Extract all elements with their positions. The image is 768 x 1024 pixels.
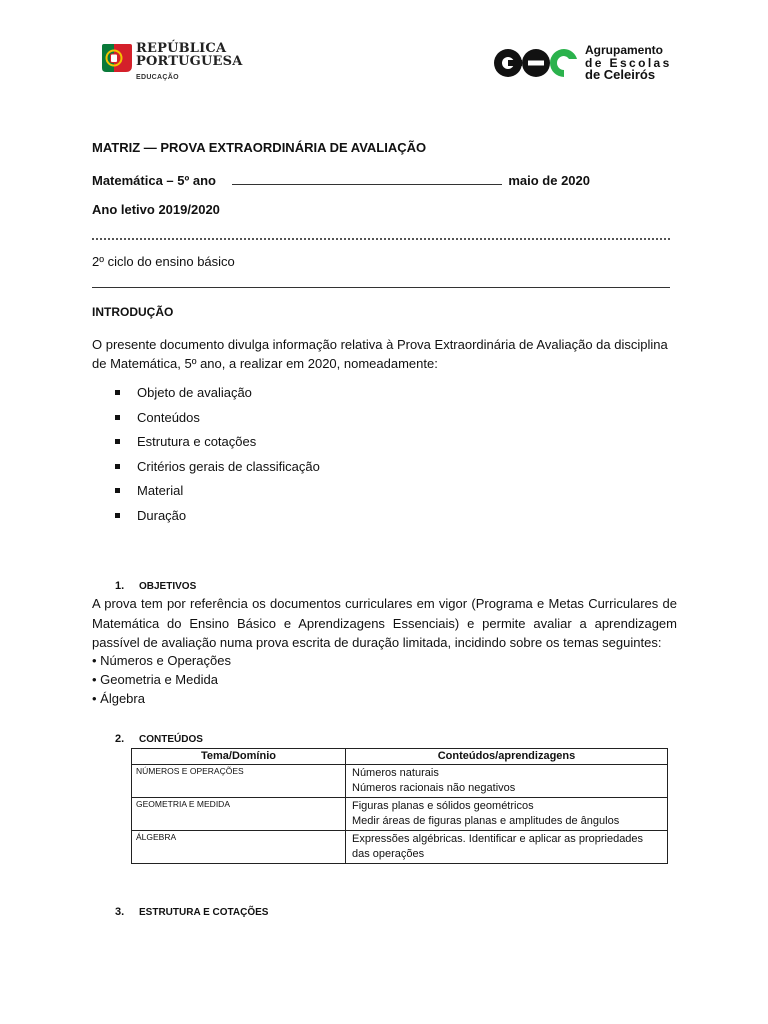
list-item — [115, 458, 320, 483]
dotted-divider — [92, 230, 670, 240]
table-row — [132, 798, 668, 831]
school-year: Ano letivo 2019/2020 — [92, 202, 220, 217]
intro-list — [115, 384, 320, 532]
logo-text — [136, 42, 243, 68]
exam-date: maio de 2020 — [508, 173, 590, 188]
section-heading-estrutura — [115, 906, 268, 918]
table-row — [132, 831, 668, 864]
bullet-square-icon — [115, 415, 120, 420]
list-item-text: Duração — [137, 507, 187, 523]
aec-line-2: de Escolas — [585, 55, 672, 70]
themes-list — [92, 651, 231, 708]
section-title: CONTEÚDOS — [139, 734, 203, 745]
logo-line-1: REPÚBLICA — [136, 41, 227, 56]
table-header: Tema/Domínio — [132, 749, 346, 765]
table-cell-theme: ÁLGEBRA — [132, 831, 346, 864]
agrupamento-logo — [493, 42, 683, 86]
objectives-paragraph: A prova tem por referência os documentos curriculares em vigor (Programa e Metas Curriculares de Matemática do Ensino Básico e Aprendizagens Essenciais) e permite avaliar a aprendizagem passível de avaliação numa prova escrita de duração limitada, incidindo sobre os temas seguintes: — [92, 596, 677, 650]
section-number: 2. — [115, 733, 125, 745]
table-cell-contents — [346, 831, 668, 864]
portugal-emblem-icon — [100, 42, 134, 74]
document-title: MATRIZ — PROVA EXTRAORDINÁRIA DE AVALIAÇÃO — [92, 140, 427, 155]
table-header: Conteúdos/aprendizagens — [346, 749, 668, 765]
aec-line-1: Agrupamento — [585, 43, 663, 57]
list-item — [115, 482, 320, 507]
solid-divider — [92, 287, 670, 288]
theme-item: • Álgebra — [92, 691, 145, 706]
table-header-row — [132, 749, 668, 765]
bullet-square-icon — [115, 488, 120, 493]
content-line: Expressões algébricas. Identificar e aplicar as propriedades das operações — [352, 833, 644, 860]
theme-item: • Geometria e Medida — [92, 672, 218, 687]
aec-line-3: de Celeirós — [585, 67, 656, 82]
content-line: Números racionais não negativos — [352, 782, 516, 794]
table-row — [132, 765, 668, 798]
table-cell-contents — [346, 798, 668, 831]
table-cell-theme: GEOMETRIA E MEDIDA — [132, 798, 346, 831]
contents-table — [131, 748, 668, 864]
list-item-text: Objeto de avaliação — [137, 385, 252, 400]
table-cell-contents — [346, 765, 668, 798]
logo-line-2: PORTUGUESA — [136, 54, 243, 69]
theme-item: • Números e Operações — [92, 653, 231, 668]
section-title: ESTRUTURA E COTAÇÕES — [139, 907, 269, 918]
list-item — [115, 384, 320, 409]
content-line: Medir áreas de figuras planas e amplitudes de ângulos — [352, 815, 620, 827]
bullet-square-icon — [115, 464, 120, 469]
section-heading-objetivos — [115, 580, 196, 592]
content-line: Figuras planas e sólidos geométricos — [352, 800, 534, 812]
list-item-text: Critérios gerais de classificação — [137, 458, 320, 474]
list-item — [115, 433, 320, 458]
aec-text — [585, 44, 672, 82]
intro-heading: INTRODUÇÃO — [92, 305, 174, 319]
subject-underline — [232, 184, 502, 185]
list-item-text: Estrutura e cotações — [137, 434, 257, 450]
subject-line — [92, 173, 590, 188]
republica-portuguesa-logo — [100, 40, 243, 88]
bullet-square-icon — [115, 390, 120, 395]
content-line: Números naturais — [352, 767, 439, 779]
aec-logo-icon — [493, 44, 579, 82]
section-heading-conteudos — [115, 733, 203, 745]
list-item — [115, 507, 320, 532]
table-cell-theme: NÚMEROS E OPERAÇÕES — [132, 765, 346, 798]
section-number: 3. — [115, 906, 125, 918]
list-item-text: Material — [137, 483, 184, 499]
school-cycle: 2º ciclo do ensino básico — [92, 254, 235, 269]
list-item-text: Conteúdos — [137, 409, 200, 425]
logo-subtitle: EDUCAÇÃO — [136, 74, 179, 81]
bullet-square-icon — [115, 439, 120, 444]
section-number: 1. — [115, 580, 125, 592]
subject: Matemática – 5º ano — [92, 173, 216, 188]
intro-paragraph: O presente documento divulga informação relativa à Prova Extraordinária de Avaliação da disciplina de Matemática, 5º ano, a realizar em 2020, nomeadamente: — [92, 337, 668, 371]
bullet-square-icon — [115, 513, 120, 518]
list-item — [115, 409, 320, 434]
section-title: OBJETIVOS — [139, 581, 197, 592]
